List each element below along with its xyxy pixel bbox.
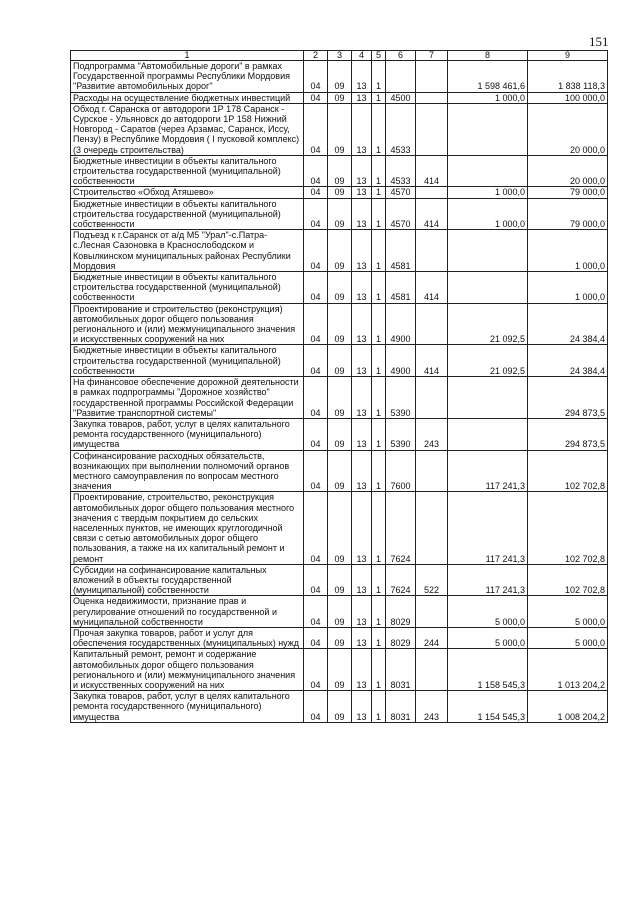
section-code: 04 <box>304 377 328 419</box>
subprogram-code: 1 <box>372 198 386 230</box>
subsection-code: 09 <box>328 345 352 377</box>
page-number: 151 <box>589 34 609 49</box>
subprogram-code: 1 <box>372 187 386 198</box>
table-row <box>71 303 608 345</box>
subsection-code: 09 <box>328 155 352 187</box>
section-code: 04 <box>304 155 328 187</box>
subsection-code: 09 <box>328 230 352 272</box>
amount-col-8: 117 241,3 <box>448 564 528 596</box>
amount-col-9: 102 702,8 <box>528 564 608 596</box>
amount-col-9: 20 000,0 <box>528 155 608 187</box>
direction-code: 7624 <box>386 492 416 564</box>
direction-code: 7600 <box>386 450 416 492</box>
subsection-code: 09 <box>328 691 352 723</box>
subsection-code: 09 <box>328 418 352 450</box>
program-code: 13 <box>352 691 372 723</box>
section-code: 04 <box>304 345 328 377</box>
subsection-code: 09 <box>328 92 352 103</box>
expense-type-code <box>416 103 448 155</box>
table-row <box>71 272 608 304</box>
amount-col-8: 5 000,0 <box>448 627 528 648</box>
amount-col-8: 1 598 461,6 <box>448 61 528 93</box>
table-row <box>71 345 608 377</box>
table-row <box>71 92 608 103</box>
program-code: 13 <box>352 492 372 564</box>
row-name: Бюджетные инвестиции в объекты капитального строительства государственной (муниципальной) собственности <box>71 198 304 230</box>
direction-code: 4900 <box>386 345 416 377</box>
subprogram-code: 1 <box>372 272 386 304</box>
row-name: Закупка товаров, работ, услуг в целях капитального ремонта государственного (муниципального) имущества <box>71 418 304 450</box>
subprogram-code: 1 <box>372 377 386 419</box>
amount-col-8 <box>448 377 528 419</box>
expense-type-code: 243 <box>416 691 448 723</box>
row-name: Обход г. Саранска от автодороги 1Р 178 Саранск - Сурское - Ульяновск до автодороги 1Р 158 Нижний Новгород - Саратов (через Арзамас, Саранск, Иссу, Пензу) в Республике Мордовия ( I пусковой комплекс) (3 очередь строительства) <box>71 103 304 155</box>
amount-col-9: 294 873,5 <box>528 418 608 450</box>
row-name: Бюджетные инвестиции в объекты капитального строительства государственной (муниципальной) собственности <box>71 345 304 377</box>
column-header: 8 <box>448 51 528 61</box>
expense-type-code: 244 <box>416 627 448 648</box>
row-name: Проектирование, строительство, реконструкция автомобильных дорог общего пользования местного значения с твердым покрытием до сельских населенных пунктов, не имеющих круглогодичной связи с сетью автомобильных дорог общего пользования, а также на их капитальный ремонт и ремонт <box>71 492 304 564</box>
section-code: 04 <box>304 596 328 628</box>
amount-col-9: 24 384,4 <box>528 345 608 377</box>
program-code: 13 <box>352 230 372 272</box>
table-row <box>71 198 608 230</box>
expense-type-code <box>416 61 448 93</box>
section-code: 04 <box>304 187 328 198</box>
row-name: Строительство «Обход Атяшево» <box>71 187 304 198</box>
direction-code: 5390 <box>386 418 416 450</box>
direction-code: 7624 <box>386 564 416 596</box>
table-row <box>71 596 608 628</box>
direction-code: 5390 <box>386 377 416 419</box>
program-code: 13 <box>352 345 372 377</box>
row-name: Подъезд к г.Саранск от а/д М5 "Урал"-с.Патра-с.Лесная Сазоновка в Краснослободском и Ковылкинском муниципальных районах Республики Мордовия <box>71 230 304 272</box>
expense-type-code <box>416 649 448 691</box>
direction-code: 8029 <box>386 627 416 648</box>
table-row <box>71 377 608 419</box>
section-code: 04 <box>304 450 328 492</box>
expense-type-code <box>416 492 448 564</box>
amount-col-8: 1 158 545,3 <box>448 649 528 691</box>
direction-code: 8031 <box>386 649 416 691</box>
expense-type-code <box>416 596 448 628</box>
expense-type-code: 243 <box>416 418 448 450</box>
row-name: Закупка товаров, работ, услуг в целях капитального ремонта государственного (муниципального) имущества <box>71 691 304 723</box>
program-code: 13 <box>352 377 372 419</box>
subprogram-code: 1 <box>372 691 386 723</box>
expense-type-code <box>416 303 448 345</box>
program-code: 13 <box>352 303 372 345</box>
program-code: 13 <box>352 596 372 628</box>
amount-col-9: 100 000,0 <box>528 92 608 103</box>
column-header: 9 <box>528 51 608 61</box>
column-header: 7 <box>416 51 448 61</box>
amount-col-9: 1 000,0 <box>528 272 608 304</box>
amount-col-8: 1 000,0 <box>448 92 528 103</box>
amount-col-8: 5 000,0 <box>448 596 528 628</box>
expense-type-code <box>416 187 448 198</box>
subprogram-code: 1 <box>372 303 386 345</box>
amount-col-8: 1 000,0 <box>448 187 528 198</box>
section-code: 04 <box>304 627 328 648</box>
amount-col-9: 1 000,0 <box>528 230 608 272</box>
direction-code: 4900 <box>386 303 416 345</box>
column-header: 3 <box>328 51 352 61</box>
amount-col-9: 79 000,0 <box>528 187 608 198</box>
subprogram-code: 1 <box>372 345 386 377</box>
table-row <box>71 187 608 198</box>
amount-col-9: 24 384,4 <box>528 303 608 345</box>
amount-col-8 <box>448 272 528 304</box>
program-code: 13 <box>352 418 372 450</box>
amount-col-9: 20 000,0 <box>528 103 608 155</box>
subprogram-code: 1 <box>372 92 386 103</box>
program-code: 13 <box>352 187 372 198</box>
expense-type-code: 414 <box>416 155 448 187</box>
program-code: 13 <box>352 627 372 648</box>
row-name: Бюджетные инвестиции в объекты капитального строительства государственной (муниципальной) собственности <box>71 272 304 304</box>
direction-code: 4500 <box>386 92 416 103</box>
subsection-code: 09 <box>328 198 352 230</box>
direction-code: 8029 <box>386 596 416 628</box>
subsection-code: 09 <box>328 596 352 628</box>
program-code: 13 <box>352 198 372 230</box>
amount-col-8 <box>448 155 528 187</box>
subprogram-code: 1 <box>372 103 386 155</box>
expense-type-code <box>416 450 448 492</box>
amount-col-9: 1 013 204,2 <box>528 649 608 691</box>
row-name: Расходы на осуществление бюджетных инвестиций <box>71 92 304 103</box>
subprogram-code: 1 <box>372 61 386 93</box>
program-code: 13 <box>352 450 372 492</box>
subsection-code: 09 <box>328 272 352 304</box>
row-name: На финансовое обеспечение дорожной деятельности в рамках подпрограммы "Дорожное хозяйство" государственной программы Российской Федерации "Развитие транспортной системы" <box>71 377 304 419</box>
direction-code: 4570 <box>386 187 416 198</box>
direction-code: 4533 <box>386 155 416 187</box>
amount-col-8 <box>448 103 528 155</box>
amount-col-9: 5 000,0 <box>528 627 608 648</box>
row-name: Проектирование и строительство (реконструкция) автомобильных дорог общего пользования регионального и (или) межмуниципального значения и искусственных сооружений на них <box>71 303 304 345</box>
direction-code: 4581 <box>386 230 416 272</box>
direction-code <box>386 61 416 93</box>
section-code: 04 <box>304 61 328 93</box>
row-name: Прочая закупка товаров, работ и услуг для обеспечения государственных (муниципальных) нужд <box>71 627 304 648</box>
section-code: 04 <box>304 303 328 345</box>
subprogram-code: 1 <box>372 564 386 596</box>
direction-code: 4581 <box>386 272 416 304</box>
row-name: Бюджетные инвестиции в объекты капитального строительства государственной (муниципальной) собственности <box>71 155 304 187</box>
table-row <box>71 230 608 272</box>
column-header: 6 <box>386 51 416 61</box>
expense-type-code: 414 <box>416 345 448 377</box>
subsection-code: 09 <box>328 564 352 596</box>
expense-type-code: 414 <box>416 272 448 304</box>
amount-col-9: 1 838 118,3 <box>528 61 608 93</box>
amount-col-8: 1 000,0 <box>448 198 528 230</box>
program-code: 13 <box>352 103 372 155</box>
amount-col-8: 117 241,3 <box>448 450 528 492</box>
expense-type-code <box>416 377 448 419</box>
table-row <box>71 691 608 723</box>
expense-type-code <box>416 92 448 103</box>
amount-col-9: 79 000,0 <box>528 198 608 230</box>
subsection-code: 09 <box>328 187 352 198</box>
amount-col-9: 102 702,8 <box>528 492 608 564</box>
subsection-code: 09 <box>328 649 352 691</box>
section-code: 04 <box>304 272 328 304</box>
program-code: 13 <box>352 564 372 596</box>
program-code: 13 <box>352 155 372 187</box>
section-code: 04 <box>304 418 328 450</box>
row-name: Софинансирование расходных обязательств, возникающих при выполнении полномочий органов местного самоуправления по вопросам местного значения <box>71 450 304 492</box>
expense-type-code: 414 <box>416 198 448 230</box>
subprogram-code: 1 <box>372 450 386 492</box>
subsection-code: 09 <box>328 103 352 155</box>
section-code: 04 <box>304 198 328 230</box>
column-header: 4 <box>352 51 372 61</box>
amount-col-9: 102 702,8 <box>528 450 608 492</box>
subsection-code: 09 <box>328 627 352 648</box>
subprogram-code: 1 <box>372 230 386 272</box>
row-name: Подпрограмма "Автомобильные дороги" в рамках Государственной программы Республики Мордовия "Развитие автомобильных дорог" <box>71 61 304 93</box>
row-name: Оценка недвижимости, признание прав и регулирование отношений по государственной и муниципальной собственности <box>71 596 304 628</box>
table-row <box>71 155 608 187</box>
amount-col-9: 1 008 204,2 <box>528 691 608 723</box>
subsection-code: 09 <box>328 377 352 419</box>
subprogram-code: 1 <box>372 418 386 450</box>
amount-col-8: 21 092,5 <box>448 345 528 377</box>
subsection-code: 09 <box>328 61 352 93</box>
amount-col-8: 21 092,5 <box>448 303 528 345</box>
section-code: 04 <box>304 103 328 155</box>
subprogram-code: 1 <box>372 492 386 564</box>
expense-type-code: 522 <box>416 564 448 596</box>
section-code: 04 <box>304 92 328 103</box>
column-header: 5 <box>372 51 386 61</box>
table-row <box>71 649 608 691</box>
subsection-code: 09 <box>328 450 352 492</box>
direction-code: 8031 <box>386 691 416 723</box>
table-row <box>71 627 608 648</box>
subprogram-code: 1 <box>372 155 386 187</box>
section-code: 04 <box>304 230 328 272</box>
program-code: 13 <box>352 61 372 93</box>
subprogram-code: 1 <box>372 596 386 628</box>
budget-table <box>70 50 608 723</box>
program-code: 13 <box>352 272 372 304</box>
table-row <box>71 103 608 155</box>
table-row <box>71 492 608 564</box>
table-row <box>71 450 608 492</box>
section-code: 04 <box>304 649 328 691</box>
program-code: 13 <box>352 92 372 103</box>
amount-col-8 <box>448 418 528 450</box>
column-header: 1 <box>71 51 304 61</box>
direction-code: 4570 <box>386 198 416 230</box>
amount-col-8: 1 154 545,3 <box>448 691 528 723</box>
program-code: 13 <box>352 649 372 691</box>
table-row <box>71 564 608 596</box>
expense-type-code <box>416 230 448 272</box>
direction-code: 4533 <box>386 103 416 155</box>
amount-col-9: 5 000,0 <box>528 596 608 628</box>
subprogram-code: 1 <box>372 627 386 648</box>
amount-col-8 <box>448 230 528 272</box>
table-header-row <box>71 51 608 61</box>
section-code: 04 <box>304 691 328 723</box>
table-row <box>71 418 608 450</box>
column-header: 2 <box>304 51 328 61</box>
table-row <box>71 61 608 93</box>
subsection-code: 09 <box>328 303 352 345</box>
amount-col-8: 117 241,3 <box>448 492 528 564</box>
subsection-code: 09 <box>328 492 352 564</box>
subprogram-code: 1 <box>372 649 386 691</box>
amount-col-9: 294 873,5 <box>528 377 608 419</box>
row-name: Капитальный ремонт, ремонт и содержание автомобильных дорог общего пользования регионального и (или) межмуниципального значения и искусственных сооружений на них <box>71 649 304 691</box>
row-name: Субсидии на софинансирование капитальных вложений в объекты государственной (муниципальной) собственности <box>71 564 304 596</box>
section-code: 04 <box>304 492 328 564</box>
section-code: 04 <box>304 564 328 596</box>
